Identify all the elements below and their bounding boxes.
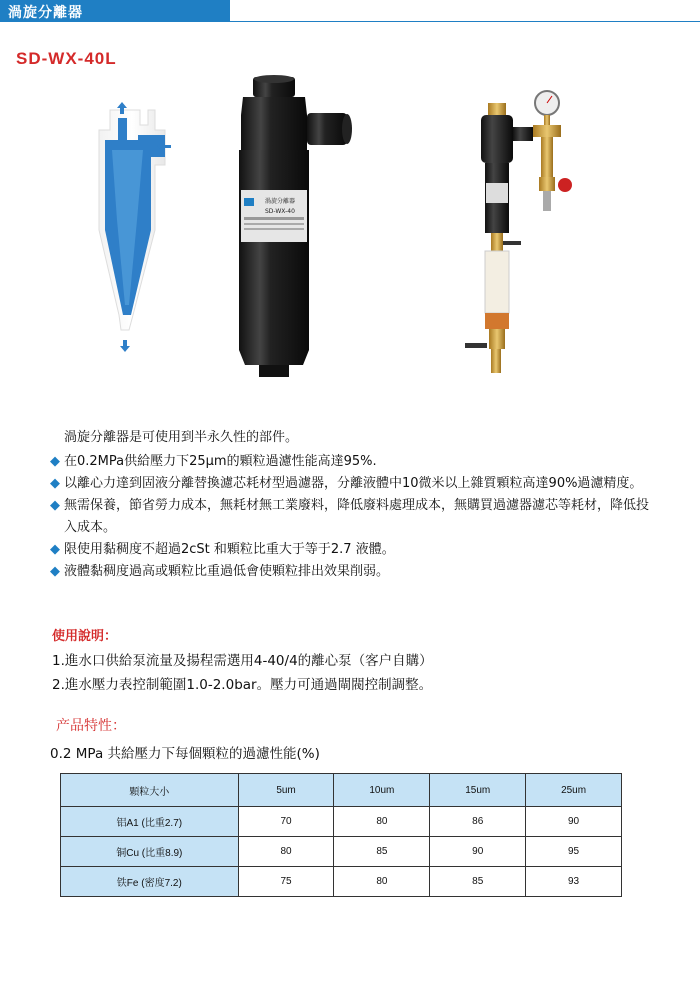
feature-bullets <box>50 451 650 583</box>
diamond-icon: ◆ <box>50 542 60 557</box>
column-header: 25um <box>526 774 622 807</box>
table-cell: 75 <box>238 867 334 897</box>
column-header: 10um <box>334 774 430 807</box>
intro-text: 渦旋分離器是可使用到半永久性的部件。 <box>64 430 299 445</box>
diamond-icon: ◆ <box>50 498 60 513</box>
header-bar <box>0 0 700 22</box>
down-arrow-icon <box>120 340 130 352</box>
table-cell: 铜Cu (比重8.9) <box>61 837 239 867</box>
model-number: SD-WX-40L <box>16 49 117 68</box>
table-cell: 70 <box>238 807 334 837</box>
table-cell: 90 <box>526 807 622 837</box>
list-item: ◆ 以離心力達到固液分離替換濾芯耗材型過濾器，分離液體中10微米以上雜質顆粒高達90%過濾精度。 <box>50 473 650 495</box>
table-cell: 86 <box>430 807 526 837</box>
table-cell: 80 <box>334 867 430 897</box>
table-cell: 铝A1 (比重2.7) <box>61 807 239 837</box>
table-cell: 80 <box>238 837 334 867</box>
table-row <box>61 837 622 867</box>
table-cell: 85 <box>334 837 430 867</box>
diamond-icon: ◆ <box>50 476 60 491</box>
column-header: 5um <box>238 774 334 807</box>
usage-title: 使用說明： <box>52 629 118 644</box>
table-header-row <box>61 774 622 807</box>
list-item: ◆ 限使用黏稠度不超過2cSt 和顆粒比重大于等于2.7 液體。 <box>50 539 650 561</box>
diamond-icon: ◆ <box>50 454 60 469</box>
list-item: ◆ 無需保養，節省勞力成本，無耗材無工業廢料，降低廢料處理成本，無購買過濾器濾芯等耗材，降低投入成本。 <box>50 495 650 539</box>
list-item: 1.進水口供給泵流量及揚程需選用4-40/4的離心泵（客户自購） <box>52 653 433 669</box>
table-cell: 80 <box>334 807 430 837</box>
performance-table <box>60 773 622 897</box>
section-title: 渦旋分離器 <box>8 5 83 21</box>
table-row <box>61 807 622 837</box>
table-cell: 93 <box>526 867 622 897</box>
table-row <box>61 867 622 897</box>
usage-list <box>52 649 433 697</box>
list-item: 2.進水壓力表控制範圍1.0-2.0bar。壓力可通過閘閥控制調整。 <box>52 677 433 693</box>
list-item: ◆ 液體黏稠度過高或顆粒比重過低會使顆粒排出效果削弱。 <box>50 561 650 583</box>
column-header: 顆粒大小 <box>61 774 239 807</box>
header-rule <box>230 21 700 22</box>
table-cell: 85 <box>430 867 526 897</box>
separator-photo <box>235 75 355 385</box>
column-header: 15um <box>430 774 526 807</box>
flow-diagram <box>85 90 185 360</box>
svg-text:SD-WX-40: SD-WX-40 <box>265 208 295 215</box>
list-item: ◆ 在0.2MPa供給壓力下25μm的顆粒過濾性能高達95%. <box>50 451 650 473</box>
table-cell: 铁Fe (密度7.2) <box>61 867 239 897</box>
features-title: 产品特性： <box>56 718 126 734</box>
diamond-icon: ◆ <box>50 564 60 579</box>
table-caption: 0.2 MPa 共給壓力下每個顆粒的過濾性能(%) <box>50 746 320 762</box>
svg-text:渦旋分離器: 渦旋分離器 <box>265 198 296 205</box>
assembly-photo <box>455 85 595 385</box>
table-cell: 90 <box>430 837 526 867</box>
table-cell: 95 <box>526 837 622 867</box>
